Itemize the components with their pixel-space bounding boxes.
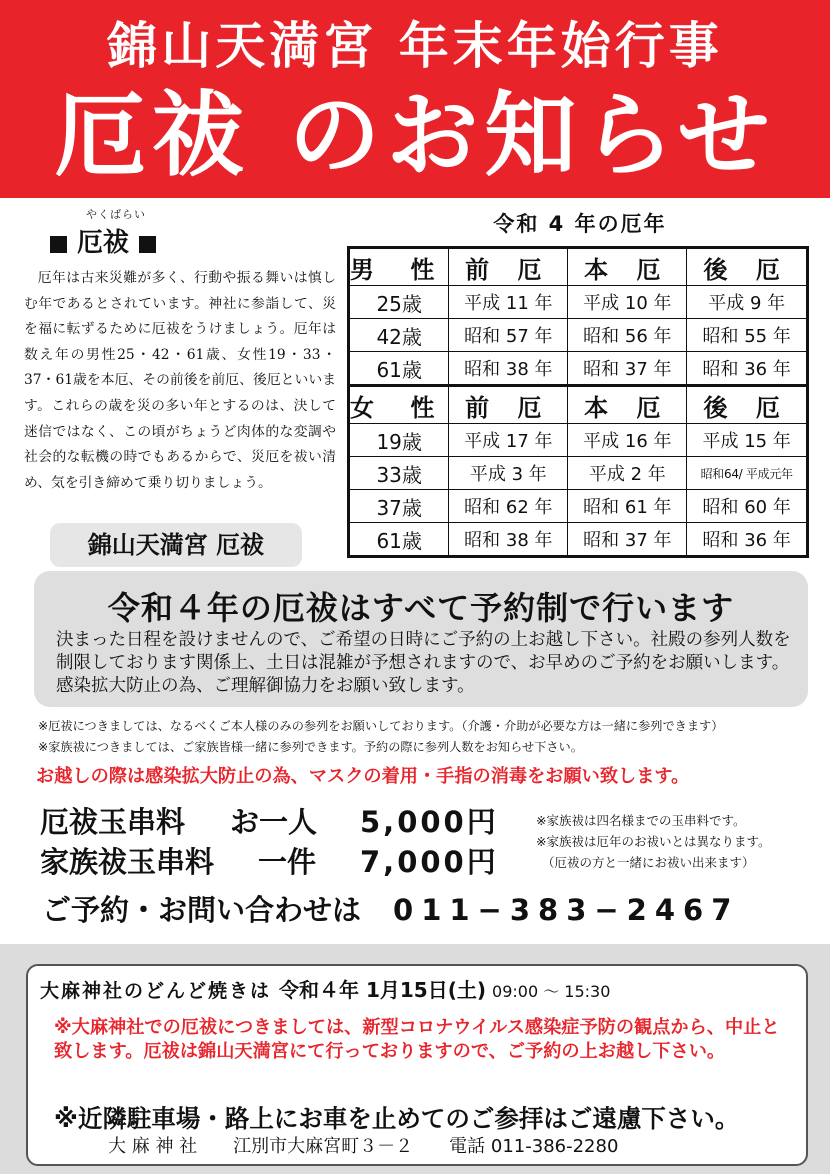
- year-cell: 昭和 61 年: [568, 490, 687, 523]
- year-cell: 昭和 62 年: [449, 490, 568, 523]
- year-cell: 昭和 56 年: [568, 319, 687, 352]
- table-header-cell: 後 厄: [687, 248, 808, 286]
- contact-line: [42, 888, 739, 929]
- tondo-time: 09:00 〜 15:30: [492, 982, 611, 1001]
- year-cell: 平成 10 年: [568, 286, 687, 319]
- mask-notice: お越しの際は感染拡大防止の為、マスクの着用・手指の消毒をお願い致します。: [36, 766, 690, 787]
- table-header-cell: 本 厄: [568, 386, 687, 424]
- year-cell: 昭和64/ 平成元年: [687, 457, 808, 490]
- section-title-text: 厄祓: [77, 228, 130, 258]
- footer-shrine: 大 麻 神 社: [108, 1136, 198, 1157]
- note-line: ※厄祓につきましては、なるべくご本人様のみの参列をお願いしております。（介護・介助が必要な方は一緒に参列できます）: [38, 719, 724, 733]
- year-cell: 昭和 37 年: [568, 523, 687, 557]
- table-header-cell: 女 性: [349, 386, 449, 424]
- fee-notes: [536, 810, 770, 873]
- table-caption: 令和 4 年の厄年: [493, 212, 667, 236]
- notes: [38, 716, 723, 758]
- year-cell: 平成 11 年: [449, 286, 568, 319]
- age-cell: 19歳: [349, 424, 449, 457]
- tondo-line: [40, 974, 610, 1003]
- reservation-notice: [34, 571, 808, 707]
- age-cell: 61歳: [349, 352, 449, 386]
- yakudoshi-table: [347, 246, 809, 558]
- year-cell: 昭和 38 年: [449, 523, 568, 557]
- footer-address: 江別市大麻宮町３－２: [233, 1136, 414, 1157]
- age-cell: 33歳: [349, 457, 449, 490]
- header-banner: [0, 0, 830, 198]
- year-cell: 昭和 36 年: [687, 523, 808, 557]
- tondo-title: 大麻神社のどんど焼きは: [40, 980, 272, 1002]
- square-icon: [50, 236, 67, 253]
- notice-title: 令和４年の厄祓はすべて予約制で行います: [107, 589, 735, 627]
- square-icon: [139, 236, 156, 253]
- section-title: [40, 222, 166, 259]
- age-cell: 42歳: [349, 319, 449, 352]
- age-cell: 25歳: [349, 286, 449, 319]
- tondo-box: [26, 964, 808, 1166]
- year-cell: 昭和 60 年: [687, 490, 808, 523]
- year-cell: 昭和 55 年: [687, 319, 808, 352]
- shrine-footer: [108, 1132, 654, 1158]
- parking-notice: ※近隣駐車場・路上にお車を止めてのご参拝はご遠慮下さい。: [54, 1104, 740, 1133]
- year-cell: 平成 2 年: [568, 457, 687, 490]
- table-header-row: [349, 386, 808, 424]
- cancel-notice: ※大麻神社での厄祓につきましては、新型コロナウイルス感染症予防の観点から、中止と致します。厄祓は錦山天満宮にて行っておりますので、ご予約の上お越し下さい。: [54, 1017, 780, 1062]
- year-cell: 昭和 36 年: [687, 352, 808, 386]
- contact-phone: 011−383−2467: [393, 893, 740, 927]
- year-cell: 昭和 57 年: [449, 319, 568, 352]
- year-cell: 平成 15 年: [687, 424, 808, 457]
- fee-name: 厄祓玉串料: [40, 805, 186, 839]
- year-cell: 昭和 37 年: [568, 352, 687, 386]
- year-cell: 平成 17 年: [449, 424, 568, 457]
- header-title: 錦山天満宮 年末年始行事: [107, 16, 723, 75]
- year-cell: 平成 9 年: [687, 286, 808, 319]
- year-cell: 平成 16 年: [568, 424, 687, 457]
- table-row: [349, 457, 808, 490]
- fee-name: 家族祓玉串料: [40, 845, 215, 879]
- tondo-date: 令和４年 1月15日(土): [279, 978, 487, 1002]
- table-header-cell: 前 厄: [449, 248, 568, 286]
- year-cell: 昭和 38 年: [449, 352, 568, 386]
- fee-price: 5,000円: [360, 805, 499, 839]
- fee-unit: 一件: [258, 845, 317, 879]
- table-row: [349, 286, 808, 319]
- fee-unit: お一人: [230, 805, 318, 839]
- table-header-row: [349, 248, 808, 286]
- table-row: [349, 490, 808, 523]
- fee-note-line: ※家族祓は厄年のお祓いとは異なります。: [536, 834, 771, 849]
- fee-note-line: ※家族祓は四名様までの玉串料です。: [536, 813, 746, 828]
- intro-text: 厄年は古来災難が多く、行動や振る舞いは慎しむ年であるとされています。神社に参詣して、災を福に転ずるために厄祓をうけましょう。厄年は数え年の男性25・42・61歳、女性19・33・37・61歳を本厄、その前後を前厄、後厄といいます。これらの歳を災の多い年とするのは、決して迷信ではなく、この頃がちょうど肉体的な変調や社会的な転機の時でもあるからで、災厄を祓い清め、気を引き締めて乗り切りましょう。: [24, 270, 336, 491]
- contact-label: ご予約・お問い合わせは: [42, 893, 362, 927]
- header-main-title: 厄祓 のお知らせ: [54, 81, 776, 189]
- table-row: [349, 319, 808, 352]
- age-cell: 61歳: [349, 523, 449, 557]
- note-line: ※家族祓につきましては、ご家族皆様一緒に参列できます。予約の際に参列人数をお知らせ下さい。: [38, 740, 583, 754]
- fee-price: 7,000円: [360, 845, 499, 879]
- year-cell: 平成 3 年: [449, 457, 568, 490]
- table-header-cell: 男 性: [349, 248, 449, 286]
- footer-phone: 電話 011-386-2280: [449, 1136, 619, 1157]
- fee-note-line: （厄祓の方と一緒にお祓い出来ます）: [542, 855, 755, 870]
- table-header-cell: 後 厄: [687, 386, 808, 424]
- shrine-badge: 錦山天満宮 厄祓: [50, 523, 302, 567]
- table-row: [349, 352, 808, 386]
- table-header-cell: 前 厄: [449, 386, 568, 424]
- table-header-cell: 本 厄: [568, 248, 687, 286]
- table-row: [349, 424, 808, 457]
- notice-body: 決まった日程を設けませんので、ご希望の日時にご予約の上お越し下さい。社殿の参列人数を制限しております関係上、土日は混雑が予想されますので、お早めのご予約をお願いします。感染拡大防止の為、ご理解御協力をお願い致します。: [56, 630, 791, 696]
- section-ruby: やくばらい: [86, 208, 146, 221]
- age-cell: 37歳: [349, 490, 449, 523]
- table-row: [349, 523, 808, 557]
